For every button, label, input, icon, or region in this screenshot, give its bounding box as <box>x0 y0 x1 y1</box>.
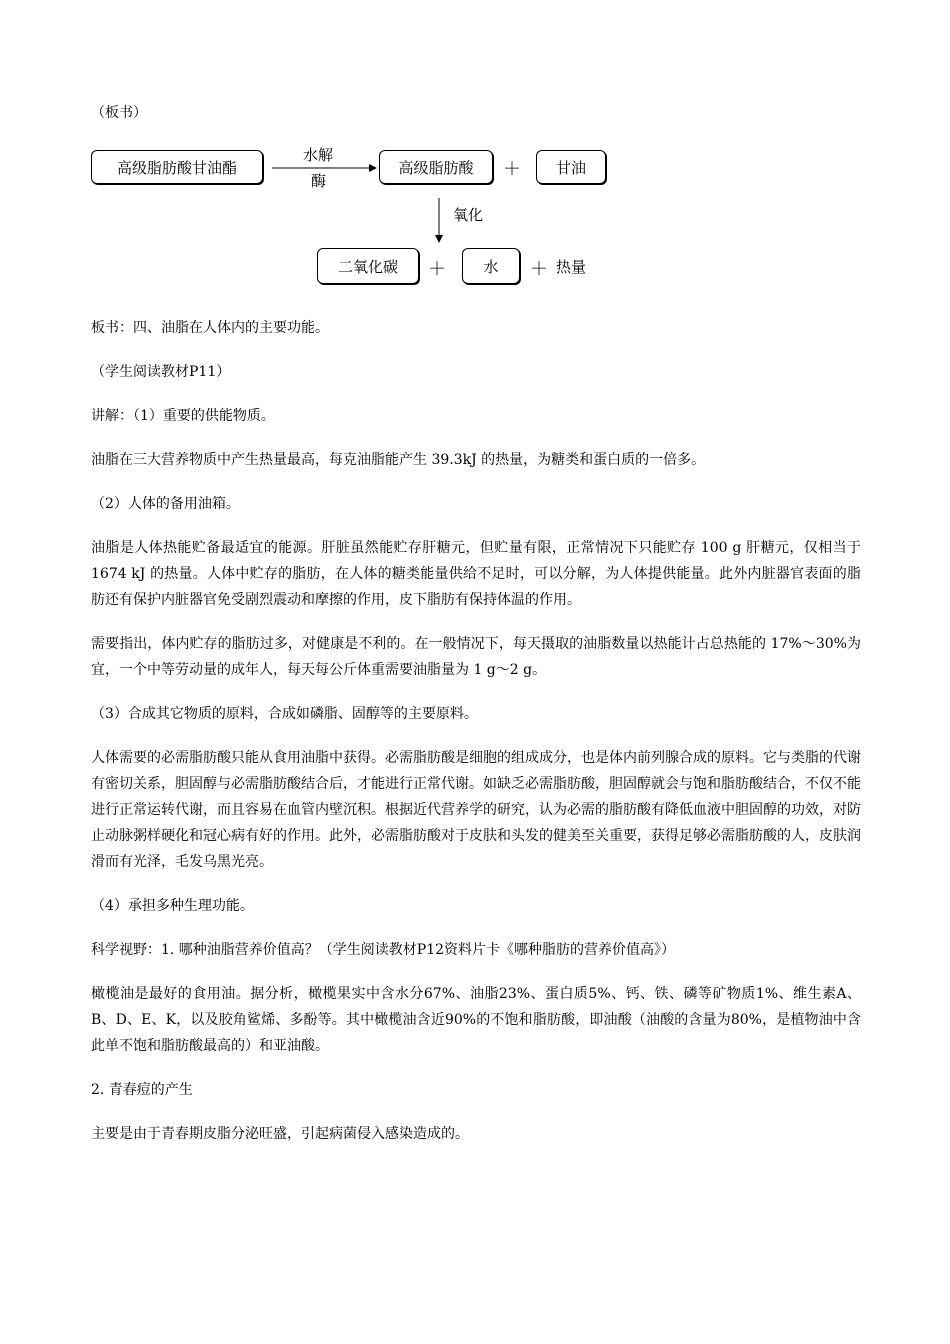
box-fatty-acid-glyceride: 高级脂肪酸甘油酯 <box>91 150 263 184</box>
label-hydrolysis: 水解 <box>303 146 334 164</box>
paragraph: （学生阅读教材P11） <box>91 364 231 380</box>
box-glycerol: 甘油 <box>536 150 606 184</box>
paragraph: 人体需要的必需脂肪酸只能从食用油脂中获得。必需脂肪酸是细胞的组成成分，也是体内前列腺合成的原料。它与类脂的代谢有密切关系，胆固醇与必需脂肪酸结合后，才能进行正常代谢。如缺乏必需脂肪酸，胆固醇就会与饱和脂肪酸结合，不仅不能进行正常运转代谢，而且容易在血管内壁沉积。根据近代营养学的研究，认为必需的脂肪酸有降低血液中胆固醇的功效，对防止动脉粥样硬化和冠心病有好的作用。此外，必需脂肪酸对于皮肤和头发的健美至关重要，获得足够必需脂肪酸的人，皮肤润滑而有光泽，毛发乌黑光亮。 <box>91 750 861 870</box>
oxidation-arrowhead <box>435 235 443 243</box>
label-oxidation: 氧化 <box>453 206 484 224</box>
paragraph: 板书：四、油脂在人体内的主要功能。 <box>91 320 329 336</box>
document-body <box>91 315 861 1165</box>
hydrolysis-arrowhead <box>369 164 377 172</box>
paragraph: 2. 青春痘的产生 <box>91 1082 193 1098</box>
label-enzyme: 酶 <box>311 172 327 190</box>
paragraph: （2）人体的备用油箱。 <box>91 496 240 512</box>
paragraph: 主要是由于青春期皮脂分泌旺盛，引起病菌侵入感染造成的。 <box>91 1126 469 1142</box>
paragraph: （4）承担多种生理功能。 <box>91 898 254 914</box>
board-note: （板书） <box>91 105 147 121</box>
box-carbon-dioxide: 二氧化碳 <box>317 248 419 284</box>
paragraph: 需要指出，体内贮存的脂肪过多，对健康是不利的。在一般情况下，每天摄取的油脂数量以热能计占总热能的 17%～30%为宜，一个中等劳动量的成年人，每天每公斤体重需要油脂量为 1 g～2 g。 <box>91 636 861 678</box>
plus-sign: ＋ <box>530 259 548 280</box>
box-water: 水 <box>462 248 520 284</box>
paragraph: 讲解：（1）重要的供能物质。 <box>91 408 275 424</box>
plus-sign: ＋ <box>428 259 446 280</box>
plus-sign: ＋ <box>503 159 521 180</box>
box-fatty-acid: 高级脂肪酸 <box>379 150 493 184</box>
paragraph: 油脂在三大营养物质中产生热量最高，每克油脂能产生 39.3kJ 的热量，为糖类和蛋白质的一倍多。 <box>91 452 706 468</box>
paragraph: 橄榄油是最好的食用油。据分析，橄榄果实中含水分67%、油脂23%、蛋白质5%、钙、铁、磷等矿物质1%、维生素A、B、D、E、K，以及胶角鲨烯、多酚等。其中橄榄油含近90%的不饱和脂肪酸，即油酸（油酸的含量为80%，是植物油中含此单不饱和脂肪酸最高的）和亚油酸。 <box>91 986 861 1054</box>
paragraph: 科学视野：1. 哪种油脂营养价值高？（学生阅读教材P12资料片卡《哪种脂肪的营养价值高》） <box>91 942 676 958</box>
label-heat: 热量 <box>556 258 587 276</box>
paragraph: （3）合成其它物质的原料，合成如磷脂、固醇等的主要原料。 <box>91 706 478 722</box>
paragraph: 油脂是人体热能贮备最适宜的能源。肝脏虽然能贮存肝糖元，但贮量有限，正常情况下只能贮存 100 g 肝糖元，仅相当于 1674 kJ 的热量。人体中贮存的脂肪，在人体的糖类能量供给不足时，可以分解，为人体提供能量。此外内脏器官表面的脂肪还有保护内脏器官免受剧烈震动和摩擦的作用，皮下脂肪有保持体温的作用。 <box>91 540 861 608</box>
